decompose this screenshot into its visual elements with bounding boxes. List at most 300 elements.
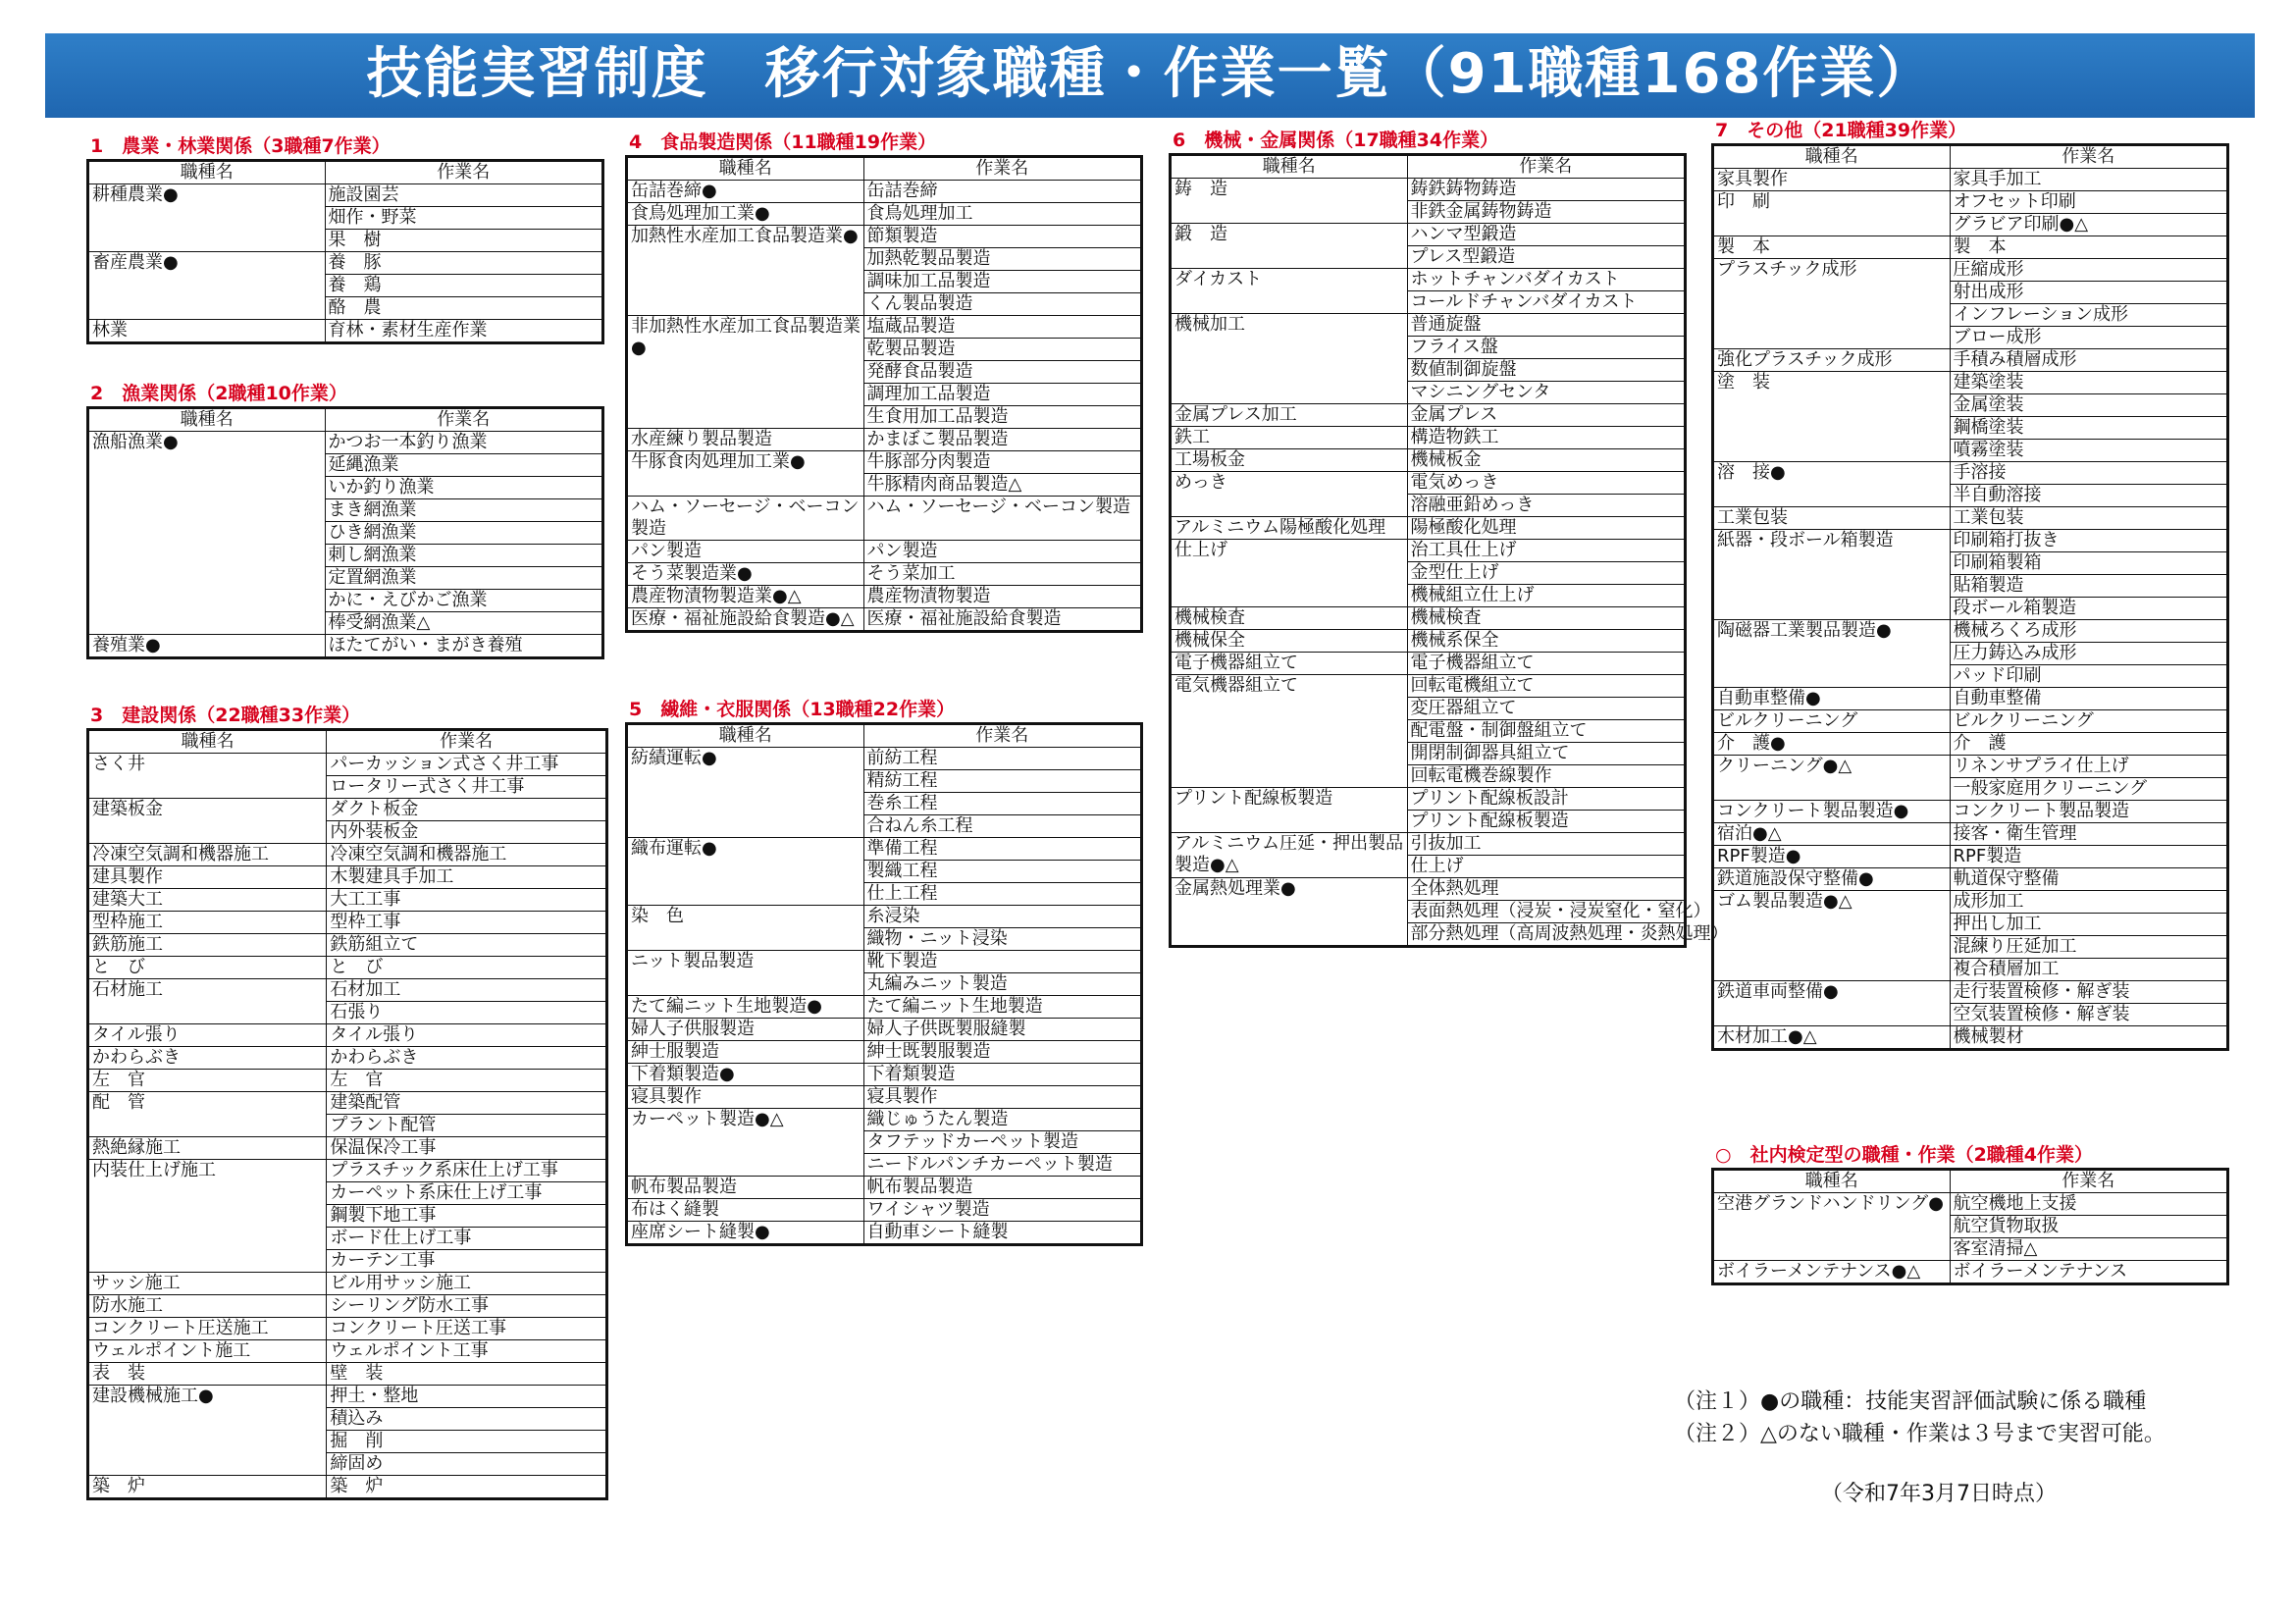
work-name-cell: 発酵食品製造 [863,361,1142,384]
section-machinery [1169,128,1729,948]
work-name-cell: ニードルパンチカーペット製造 [863,1154,1142,1177]
work-name-cell: 製 本 [1950,236,2228,259]
job-name-cell: 水産練り製品製造 [627,429,864,451]
work-name-cell: カーペット系床仕上げ工事 [327,1182,607,1205]
work-name-cell: フライス盤 [1407,337,1686,359]
section-title: 3 建設関係（22職種33作業） [90,705,361,726]
header-job-name: 職種名 [627,724,864,748]
work-name-cell: 機械ろくろ成形 [1950,620,2228,643]
job-name-cell: パン製造 [627,541,864,563]
table-row [1171,314,1686,337]
notes [1674,1386,2166,1450]
work-name-cell: 混練り圧延加工 [1950,936,2228,959]
table-row [1171,404,1686,427]
job-name-cell: 電気機器組立て [1171,675,1408,788]
work-name-cell: 婦人子供既製服縫製 [863,1019,1142,1041]
work-name-cell: 段ボール箱製造 [1950,598,2228,620]
table-row [627,181,1142,203]
job-name-cell: 強化プラスチック成形 [1713,349,1951,372]
work-name-cell: 牛豚部分肉製造 [863,451,1142,474]
section-title: 2 漁業関係（2職種10作業） [90,383,347,404]
table-row [1713,846,2228,868]
job-name-cell: 熱絶縁施工 [88,1137,327,1160]
table-row [1713,1193,2228,1216]
job-name-cell: 陶磁器工業製品製造● [1713,620,1951,688]
work-name-cell: 印刷箱打抜き [1950,530,2228,552]
work-name-cell: 鉄筋組立て [327,934,607,957]
section-title: 5 繊維・衣服関係（13職種22作業） [629,699,956,720]
work-name-cell: ビル用サッシ施工 [327,1273,607,1295]
job-name-cell: 建築板金 [88,799,327,844]
work-name-cell: くん製品製造 [863,293,1142,316]
work-name-cell: 回転電機組立て [1407,675,1686,698]
work-name-cell: 自動車シート縫製 [863,1222,1142,1245]
work-name-cell: 航空機地上支援 [1950,1193,2228,1216]
work-name-cell: 鋼橋塗装 [1950,417,2228,440]
header-work-name: 作業名 [327,730,607,754]
work-name-cell: いか釣り漁業 [325,477,603,499]
job-name-cell: 織布運転● [627,838,864,906]
work-name-cell: 内外装板金 [327,821,607,844]
work-name-cell: 客室清掃△ [1950,1238,2228,1261]
work-name-cell: 前紡工程 [863,748,1142,770]
table-row [1171,472,1686,495]
work-name-cell: 塩蔵品製造 [863,316,1142,339]
work-name-cell: マシニングセンタ [1407,382,1686,404]
table-row [1713,891,2228,914]
work-name-cell: と び [327,957,607,979]
table-row [88,1386,607,1408]
work-name-cell: 合ねん糸工程 [863,815,1142,838]
work-name-cell: 手積み積層成形 [1950,349,2228,372]
work-name-cell: タイル張り [327,1024,607,1047]
work-name-cell: 鋳鉄鋳物鋳造 [1407,179,1686,201]
job-name-cell: 介 護● [1713,733,1951,756]
table-row [88,957,607,979]
table-row [1171,540,1686,562]
work-name-cell: プリント配線板設計 [1407,788,1686,811]
table-row [88,1092,607,1115]
job-name-cell: 家具製作 [1713,169,1951,191]
work-name-cell: 押土・整地 [327,1386,607,1408]
job-name-cell: 牛豚食肉処理加工業● [627,451,864,497]
work-name-cell: 金属プレス [1407,404,1686,427]
job-name-cell: 紡績運転● [627,748,864,838]
job-table [625,155,1143,633]
work-name-cell: まき網漁業 [325,499,603,522]
work-name-cell: 電気めっき [1407,472,1686,495]
table-row [1713,191,2228,214]
work-name-cell: 製織工程 [863,861,1142,883]
work-name-cell: 施設園芸 [325,184,603,207]
work-name-cell: 紳士既製服製造 [863,1041,1142,1064]
work-name-cell: シーリング防水工事 [327,1295,607,1318]
table-row [88,1340,607,1363]
job-name-cell: 製 本 [1713,236,1951,259]
work-name-cell: 航空貨物取扱 [1950,1216,2228,1238]
work-name-cell: 靴下製造 [863,951,1142,973]
table-row [88,635,603,658]
job-name-cell: カーペット製造●△ [627,1109,864,1177]
work-name-cell: 非鉄金属鋳物鋳造 [1407,201,1686,224]
page-title: 技能実習制度 移行対象職種・作業一覧（91職種168作業） [366,42,1934,106]
job-name-cell: 鉄工 [1171,427,1408,449]
job-name-cell: コンクリート圧送施工 [88,1318,327,1340]
table-row [88,844,607,866]
work-name-cell: 酪 農 [325,297,603,320]
header-job-name: 職種名 [1713,1170,1951,1193]
work-name-cell: 溶融亜鉛めっき [1407,495,1686,517]
table-row [1713,801,2228,823]
table-row [88,866,607,889]
job-name-cell: 鋳 造 [1171,179,1408,224]
work-name-cell: 接客・衛生管理 [1950,823,2228,846]
work-name-cell: 走行装置検修・解ぎ装 [1950,981,2228,1004]
work-name-cell: 寝具製作 [863,1086,1142,1109]
table-row [88,912,607,934]
table-row [1171,788,1686,811]
section-food [625,130,1143,633]
table-row [1171,427,1686,449]
header-job-name: 職種名 [1713,145,1951,169]
header-job-name: 職種名 [88,730,327,754]
table-row [627,996,1142,1019]
work-name-cell: 普通旋盤 [1407,314,1686,337]
work-name-cell: 鋼製下地工事 [327,1205,607,1228]
table-row [88,320,603,343]
job-name-cell: ニット製品製造 [627,951,864,996]
job-name-cell: 鍛 造 [1171,224,1408,269]
job-name-cell: 工場板金 [1171,449,1408,472]
job-name-cell: 仕上げ [1171,540,1408,607]
job-name-cell: 座席シート縫製● [627,1222,864,1245]
section-in-house-test [1711,1142,2229,1285]
work-name-cell: かつお一本釣り漁業 [325,432,603,454]
table-row [627,541,1142,563]
work-name-cell: 準備工程 [863,838,1142,861]
work-name-cell: ボード仕上げ工事 [327,1228,607,1250]
job-name-cell: 配 管 [88,1092,327,1137]
work-name-cell: 左 官 [327,1070,607,1092]
table-row [88,432,603,454]
work-name-cell: 印刷箱製箱 [1950,552,2228,575]
section-title: 7 その他（21職種39作業） [1715,120,1967,141]
work-name-cell: プレス型鍛造 [1407,246,1686,269]
work-name-cell: 家具手加工 [1950,169,2228,191]
work-name-cell: 棒受網漁業△ [325,612,603,635]
table-row [627,429,1142,451]
work-name-cell: 機械系保全 [1407,630,1686,653]
job-name-cell: 鉄道車両整備● [1713,981,1951,1026]
work-name-cell: 圧力鋳込み成形 [1950,643,2228,665]
work-name-cell: 畑作・野菜 [325,207,603,230]
job-table [1711,1168,2229,1285]
job-name-cell: サッシ施工 [88,1273,327,1295]
table-row [1171,675,1686,698]
work-name-cell: ダクト板金 [327,799,607,821]
table-row [1713,620,2228,643]
work-name-cell: 回転電機巻線製作 [1407,765,1686,788]
table-row [1171,607,1686,630]
job-name-cell: 機械検査 [1171,607,1408,630]
table-row [627,497,1142,541]
job-name-cell: 建築大工 [88,889,327,912]
work-name-cell: パッド印刷 [1950,665,2228,688]
work-name-cell: 仕上工程 [863,883,1142,906]
job-name-cell: 建具製作 [88,866,327,889]
job-table [1711,143,2229,1051]
job-name-cell: 自動車整備● [1713,688,1951,710]
job-name-cell: 鉄筋施工 [88,934,327,957]
work-name-cell: 金型仕上げ [1407,562,1686,585]
work-name-cell: 丸編みニット製造 [863,973,1142,996]
job-name-cell: と び [88,957,327,979]
table-row [88,1273,607,1295]
table-row [1713,236,2228,259]
work-name-cell: 築 炉 [327,1476,607,1499]
note-2: （注２）△のない職種・作業は３号まで実習可能。 [1674,1422,2166,1446]
work-name-cell: 調味加工品製造 [863,271,1142,293]
work-name-cell: 養 豚 [325,252,603,275]
work-name-cell: 織物・ニット浸染 [863,928,1142,951]
job-name-cell: 機械保全 [1171,630,1408,653]
work-name-cell: 電子機器組立て [1407,653,1686,675]
job-name-cell: 石材施工 [88,979,327,1024]
job-name-cell: ビルクリーニング [1713,710,1951,733]
job-name-cell: 鉄道施設保守整備● [1713,868,1951,891]
job-name-cell: 養殖業● [88,635,326,658]
table-row [88,1024,607,1047]
table-row [1713,530,2228,552]
job-name-cell: さく井 [88,754,327,799]
table-row [88,754,607,776]
work-name-cell: 農産物漬物製造 [863,586,1142,608]
table-row [1171,653,1686,675]
table-row [1171,517,1686,540]
table-row [1171,630,1686,653]
job-name-cell: 帆布製品製造 [627,1177,864,1199]
job-name-cell: 空港グランドハンドリング● [1713,1193,1951,1261]
job-name-cell: コンクリート製品製造● [1713,801,1951,823]
section-textile [625,697,1143,1246]
work-name-cell: コールドチャンバダイカスト [1407,291,1686,314]
work-name-cell: 掘 削 [327,1431,607,1453]
work-name-cell: 刺し網漁業 [325,545,603,567]
header-work-name: 作業名 [325,408,603,432]
work-name-cell: オフセット印刷 [1950,191,2228,214]
section-construction [86,703,608,1500]
work-name-cell: 圧縮成形 [1950,259,2228,282]
title-banner [45,33,2255,118]
work-name-cell: ホットチャンバダイカスト [1407,269,1686,291]
table-row [627,1222,1142,1245]
work-name-cell: 石材加工 [327,979,607,1002]
work-name-cell: 変圧器組立て [1407,698,1686,720]
work-name-cell: 巻糸工程 [863,793,1142,815]
work-name-cell: かまぼこ製品製造 [863,429,1142,451]
work-name-cell: 帆布製品製造 [863,1177,1142,1199]
job-name-cell: 建設機械施工● [88,1386,327,1476]
table-row [627,226,1142,248]
job-name-cell: 漁船漁業● [88,432,326,635]
job-name-cell: 農産物漬物製造業●△ [627,586,864,608]
job-table [86,406,604,659]
work-name-cell: ウェルポイント工事 [327,1340,607,1363]
table-row [627,203,1142,226]
work-name-cell: プラスチック系床仕上げ工事 [327,1160,607,1182]
work-name-cell: 定置網漁業 [325,567,603,590]
work-name-cell: ブロー成形 [1950,327,2228,349]
job-name-cell: プラスチック成形 [1713,259,1951,349]
work-name-cell: 精紡工程 [863,770,1142,793]
header-work-name: 作業名 [1407,155,1686,179]
job-name-cell: 表 装 [88,1363,327,1386]
job-name-cell: アルミニウム圧延・押出製品製造●△ [1171,833,1408,878]
job-name-cell: 金属熱処理業● [1171,878,1408,947]
table-row [88,1295,607,1318]
work-name-cell: 射出成形 [1950,282,2228,304]
section-title: 6 機械・金属関係（17職種34作業） [1173,130,1499,151]
work-name-cell: 牛豚精肉商品製造△ [863,474,1142,497]
job-name-cell: 婦人子供服製造 [627,1019,864,1041]
job-name-cell: 加熱性水産加工食品製造業● [627,226,864,316]
work-name-cell: インフレーション成形 [1950,304,2228,327]
work-name-cell: 食鳥処理加工 [863,203,1142,226]
work-name-cell: 延縄漁業 [325,454,603,477]
job-name-cell: 金属プレス加工 [1171,404,1408,427]
job-name-cell: 非加熱性水産加工食品製造業● [627,316,864,429]
work-name-cell: 乾製品製造 [863,339,1142,361]
work-name-cell: かわらぶき [327,1047,607,1070]
job-name-cell: 医療・福祉施設給食製造●△ [627,608,864,632]
table-row [88,1160,607,1182]
table-row [627,951,1142,973]
work-name-cell: 下着類製造 [863,1064,1142,1086]
work-name-cell: 配電盤・制御盤組立て [1407,720,1686,743]
table-row [627,608,1142,632]
job-name-cell: 型枠施工 [88,912,327,934]
header-job-name: 職種名 [627,157,864,181]
work-name-cell: プリント配線板製造 [1407,811,1686,833]
section-agriculture [86,133,604,344]
job-name-cell: 畜産農業● [88,252,326,320]
work-name-cell: 機械検査 [1407,607,1686,630]
work-name-cell: そう菜加工 [863,563,1142,586]
job-name-cell: ハム・ソーセージ・ベーコン製造 [627,497,864,541]
table-row [627,1109,1142,1131]
section-title: 1 農業・林業関係（3職種7作業） [90,135,391,157]
job-name-cell: 布はく縫製 [627,1199,864,1222]
work-name-cell: 機械板金 [1407,449,1686,472]
work-name-cell: 果 樹 [325,230,603,252]
table-row [88,252,603,275]
job-name-cell: タイル張り [88,1024,327,1047]
work-name-cell: 医療・福祉施設給食製造 [863,608,1142,632]
work-name-cell: 手溶接 [1950,462,2228,485]
work-name-cell: 陽極酸化処理 [1407,517,1686,540]
work-name-cell: 織じゅうたん製造 [863,1109,1142,1131]
table-row [1713,372,2228,394]
job-table [625,722,1143,1246]
work-name-cell: 建築塗装 [1950,372,2228,394]
job-name-cell: 内装仕上げ施工 [88,1160,327,1273]
job-name-cell: 機械加工 [1171,314,1408,404]
section-other [1711,118,2229,1051]
table-row [627,451,1142,474]
table-row [1171,179,1686,201]
job-table [1169,153,1729,948]
work-name-cell: 貼箱製造 [1950,575,2228,598]
header-job-name: 職種名 [88,408,326,432]
work-name-cell: 複合積層加工 [1950,959,2228,981]
work-name-cell: 加熱乾製品製造 [863,248,1142,271]
work-name-cell: 保温保冷工事 [327,1137,607,1160]
job-name-cell: 築 炉 [88,1476,327,1499]
work-name-cell: プラント配管 [327,1115,607,1137]
table-row [88,1070,607,1092]
work-name-cell: ほたてがい・まがき養殖 [325,635,603,658]
job-name-cell: 食鳥処理加工業● [627,203,864,226]
header-work-name: 作業名 [863,724,1142,748]
work-name-cell: グラビア印刷●△ [1950,214,2228,236]
work-name-cell: パーカッション式さく井工事 [327,754,607,776]
table-row [88,934,607,957]
job-name-cell: RPF製造● [1713,846,1951,868]
header-work-name: 作業名 [325,161,603,184]
table-row [88,184,603,207]
work-name-cell: たて編ニット生地製造 [863,996,1142,1019]
job-name-cell: ボイラーメンテナンス●△ [1713,1261,1951,1284]
work-name-cell: 軌道保守整備 [1950,868,2228,891]
header-job-name: 職種名 [88,161,326,184]
table-row [627,586,1142,608]
work-name-cell: 介 護 [1950,733,2228,756]
work-name-cell: 工業包装 [1950,507,2228,530]
table-row [627,1086,1142,1109]
job-name-cell: 宿泊●△ [1713,823,1951,846]
work-name-cell: 石張り [327,1002,607,1024]
table-row [627,1041,1142,1064]
work-name-cell: 噴霧塗装 [1950,440,2228,462]
work-name-cell: 冷凍空気調和機器施工 [327,844,607,866]
work-name-cell: 数値制御旋盤 [1407,359,1686,382]
table-row [88,889,607,912]
work-name-cell: 空気装置検修・解ぎ装 [1950,1004,2228,1026]
work-name-cell: 一般家庭用クリーニング [1950,778,2228,801]
job-name-cell: たて編ニット生地製造● [627,996,864,1019]
table-row [627,1019,1142,1041]
job-name-cell: 缶詰巻締● [627,181,864,203]
table-row [88,1363,607,1386]
work-name-cell: パン製造 [863,541,1142,563]
job-name-cell: 溶 接● [1713,462,1951,507]
work-name-cell: 締固め [327,1453,607,1476]
table-row [1171,833,1686,856]
table-row [88,979,607,1002]
header-job-name: 職種名 [1171,155,1408,179]
work-name-cell: RPF製造 [1950,846,2228,868]
work-name-cell: ハンマ型鍛造 [1407,224,1686,246]
work-name-cell: リネンサプライ仕上げ [1950,756,2228,778]
work-name-cell: 建築配管 [327,1092,607,1115]
header-work-name: 作業名 [1950,1170,2228,1193]
job-name-cell: クリーニング●△ [1713,756,1951,801]
job-name-cell: 染 色 [627,906,864,951]
job-table [86,728,608,1500]
work-name-cell: タフテッドカーペット製造 [863,1131,1142,1154]
job-name-cell: 耕種農業● [88,184,326,252]
work-name-cell: 積込み [327,1408,607,1431]
